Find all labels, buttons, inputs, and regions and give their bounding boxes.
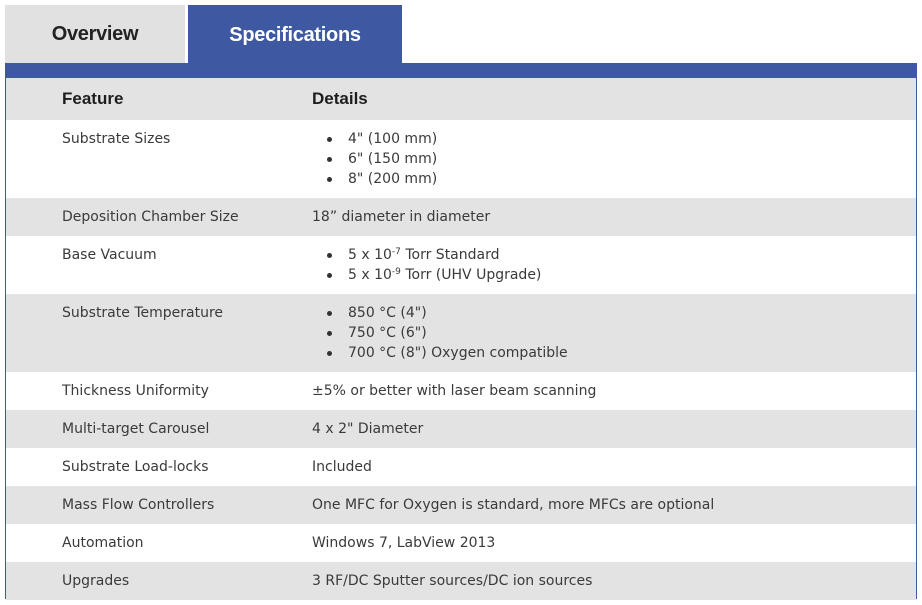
header-details: Details xyxy=(312,89,368,108)
row-feature: Multi-target Carousel xyxy=(62,421,210,437)
row-feature: Substrate Load-locks xyxy=(62,459,209,475)
table-row xyxy=(6,236,916,294)
row-feature: Mass Flow Controllers xyxy=(62,497,215,513)
bullet-icon xyxy=(327,137,332,142)
table-row xyxy=(6,120,916,198)
table-row xyxy=(6,562,916,600)
table-row xyxy=(6,524,916,562)
bullet-list xyxy=(312,129,437,189)
row-feature: Base Vacuum xyxy=(62,247,157,263)
row-details: Included xyxy=(312,459,372,475)
row-feature: Automation xyxy=(62,535,144,551)
bullet-list xyxy=(312,303,568,363)
list-item: 700 °C (8") Oxygen compatible xyxy=(312,343,568,363)
row-details: ±5% or better with laser beam scanning xyxy=(312,383,597,399)
bullet-icon xyxy=(327,177,332,182)
row-feature: Thickness Uniformity xyxy=(62,383,209,399)
table-header-row xyxy=(6,78,916,120)
row-details xyxy=(312,129,437,189)
list-item: 8" (200 mm) xyxy=(312,169,437,189)
specifications-panel xyxy=(5,63,917,599)
table-row xyxy=(6,372,916,410)
row-details: Windows 7, LabView 2013 xyxy=(312,535,496,551)
row-details: 3 RF/DC Sputter sources/DC ion sources xyxy=(312,573,593,589)
list-item: 750 °C (6") xyxy=(312,323,568,343)
tab-bar xyxy=(5,5,917,63)
panel-top-bar xyxy=(6,63,916,78)
header-feature: Feature xyxy=(62,89,124,108)
row-details xyxy=(312,245,541,285)
bullet-icon xyxy=(327,351,332,356)
list-item: 5 x $10^{-9}$ Torr (UHV Upgrade) xyxy=(312,265,541,285)
table-row xyxy=(6,448,916,486)
bullet-list xyxy=(312,245,541,285)
row-details: 18” diameter in diameter xyxy=(312,209,491,225)
table-row xyxy=(6,294,916,372)
row-feature: Substrate Sizes xyxy=(62,131,171,147)
list-item: 6" (150 mm) xyxy=(312,149,437,169)
bullet-icon xyxy=(327,273,332,278)
table-row xyxy=(6,198,916,236)
row-details: One MFC for Oxygen is standard, more MFCs are optional xyxy=(312,497,715,513)
row-feature: Upgrades xyxy=(62,573,130,589)
tab-overview[interactable]: Overview xyxy=(5,5,185,63)
bullet-icon xyxy=(327,253,332,258)
bullet-icon xyxy=(327,157,332,162)
spec-table xyxy=(6,78,916,600)
row-details: 4 x 2" Diameter xyxy=(312,421,424,437)
row-feature: Deposition Chamber Size xyxy=(62,209,239,225)
table-row xyxy=(6,486,916,524)
bullet-icon xyxy=(327,331,332,336)
row-feature: Substrate Temperature xyxy=(62,305,223,321)
table-row xyxy=(6,410,916,448)
tab-specifications[interactable]: Specifications xyxy=(188,5,402,65)
list-item: 850 °C (4") xyxy=(312,303,568,323)
list-item: 5 x $10^{-7}$ Torr Standard xyxy=(312,245,541,265)
bullet-icon xyxy=(327,311,332,316)
list-item: 4" (100 mm) xyxy=(312,129,437,149)
row-details xyxy=(312,303,568,363)
